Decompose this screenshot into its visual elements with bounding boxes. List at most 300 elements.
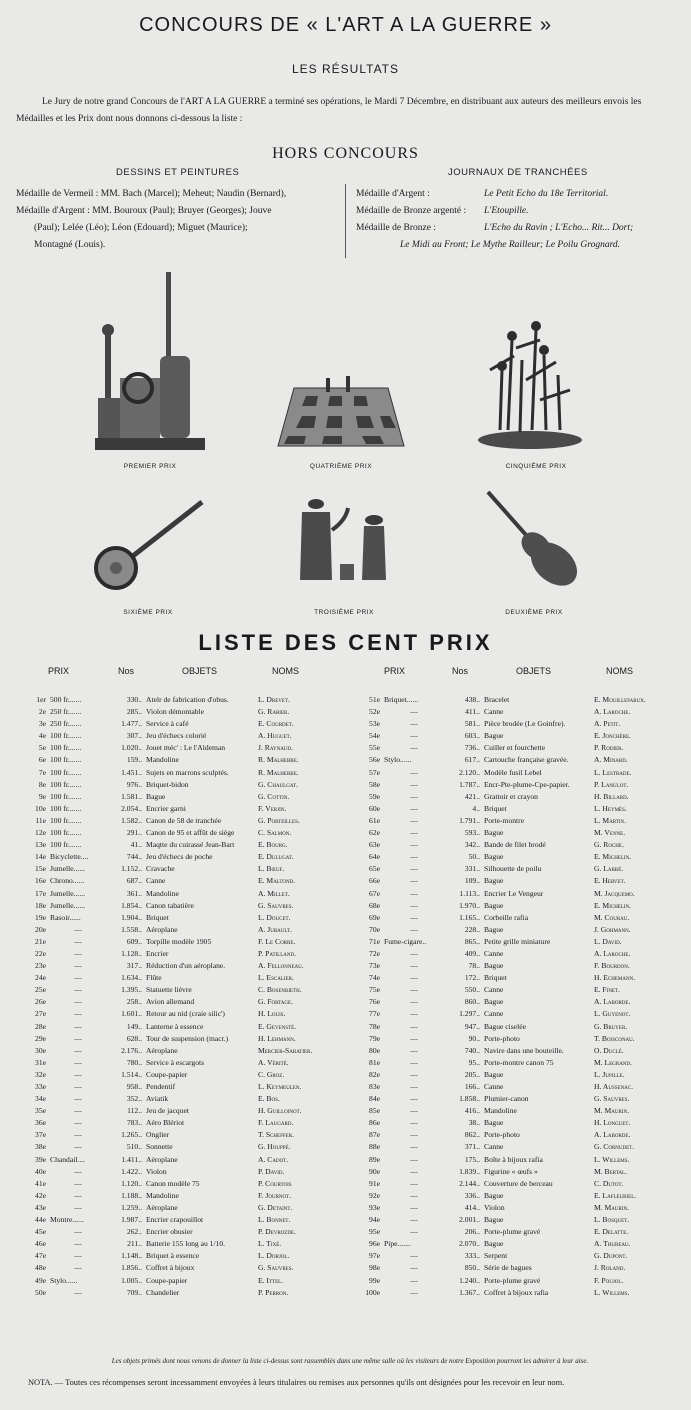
object-name: Petite grille miniature (484, 936, 551, 946)
table-row (30, 1033, 345, 1045)
table-row (30, 767, 345, 779)
object-name: Lanterne à essence (146, 1021, 204, 1031)
prize-rank: 83e (369, 1082, 380, 1091)
prize-value: — (410, 888, 418, 898)
prize-value: — (74, 973, 82, 983)
winner-name: E. Michelin. (594, 900, 632, 910)
col-header-noms: NOMS (272, 666, 299, 676)
prize-value: — (74, 1057, 82, 1067)
object-name: Grattoir et crayon (484, 791, 538, 801)
object-name: Canne (484, 985, 504, 995)
object-name: Bague (484, 900, 504, 910)
winner-name: A. Huguet. (258, 731, 292, 741)
entry-number: 550.. (464, 985, 480, 995)
prize-rank: 27e (35, 1009, 46, 1019)
winner-name: L. Tixé. (258, 1239, 282, 1249)
entry-number: 581.. (464, 719, 480, 729)
table-row (30, 1214, 345, 1226)
prize-value: — (74, 1263, 82, 1273)
prize-value: 250 fr....... (50, 719, 82, 729)
prize-table-right (362, 694, 684, 1299)
prize-value: — (74, 1239, 82, 1249)
table-row (30, 791, 345, 803)
winner-name: H. Louis. (258, 1009, 286, 1019)
entry-number: 1.477.. (121, 719, 142, 729)
table-row (30, 948, 345, 960)
prize-rank: 25e (35, 985, 46, 995)
winner-name: G. Sauvres. (258, 900, 294, 910)
prize-value: — (410, 828, 418, 838)
object-name: Coffret à bijoux (146, 1263, 195, 1273)
table-row (30, 1141, 345, 1153)
prize-value: Chrono...... (50, 876, 85, 886)
table-row (362, 936, 684, 948)
prize-rank: 73e (369, 961, 380, 971)
prize-rank: 70e (369, 924, 380, 934)
entry-number: 175.. (464, 1154, 480, 1164)
prize-value: — (410, 900, 418, 910)
prize-rank: 20e (35, 924, 46, 934)
winner-name: Mercier-Sabatier. (258, 1045, 313, 1055)
entry-number: 1.113.. (459, 888, 480, 898)
prize-value: 100 fr....... (50, 779, 82, 789)
prize-value: — (74, 1178, 82, 1188)
prize-rank: 23e (35, 961, 46, 971)
table-row (30, 912, 345, 924)
prize-rank: 43e (35, 1202, 46, 1212)
prize-rank: 81e (369, 1057, 380, 1067)
prize-rank: 65e (369, 864, 380, 874)
object-name: Série de bagues (484, 1263, 532, 1273)
object-name: Cravache (146, 864, 175, 874)
table-row (30, 996, 345, 1008)
prize-rank: 22e (35, 948, 46, 958)
prize-rank: 42e (35, 1190, 46, 1200)
prize-value: — (410, 948, 418, 958)
object-name: Mandoline (146, 1190, 179, 1200)
object-name: Porte-montre (484, 815, 525, 825)
table-row (30, 1081, 345, 1093)
entry-number: 958.. (126, 1082, 142, 1091)
object-name: Coupe-papier (146, 1275, 188, 1285)
entry-number: 1.265.. (121, 1130, 142, 1140)
table-row (30, 924, 345, 936)
prize-rank: 19e (35, 912, 46, 922)
prize-rank: 89e (369, 1154, 380, 1164)
prize-value: 100 fr....... (50, 731, 82, 741)
winner-name: J. Gohmann. (594, 924, 631, 934)
prize-rank: 71e (369, 936, 380, 946)
winner-name: L. Willems. (594, 1154, 630, 1164)
object-name: Porte-montre canon 75 (484, 1057, 554, 1067)
col-header-no: Nos (452, 666, 469, 676)
entry-number: 1.558.. (121, 924, 142, 934)
journaux-label: Médaille de Bronze argenté : (356, 206, 467, 216)
winner-name: H. Echemann. (594, 973, 636, 983)
entry-number: 1.904.. (121, 912, 142, 922)
winner-name: G. Dupont. (594, 1251, 628, 1261)
dessins-line: Médaille d'Argent : MM. Bouroux (Paul); Bruyer (Georges); Jouve (16, 206, 272, 216)
prize-rank: 82e (369, 1069, 380, 1079)
col-header-no: Nos (118, 666, 135, 676)
entry-number: 2.120.. (459, 767, 480, 777)
table-row (30, 1250, 345, 1262)
winner-name: P. Rodier. (594, 743, 624, 753)
object-name: Canne (146, 876, 166, 886)
entry-number: 285.. (126, 707, 142, 717)
entry-number: 1.188.. (121, 1190, 142, 1200)
table-row (362, 815, 684, 827)
prize-rank: 18e (35, 900, 46, 910)
entry-number: 262.. (126, 1227, 142, 1237)
entry-number: 1.451.. (121, 767, 142, 777)
footer-note: Les objets primés dont nous venons de donner la liste ci-dessus sont rassemblés dans une même salle où les visiteurs de notre Exposition pourront les admirer à leur aise. (111, 1357, 589, 1365)
object-name: Canon modèle 75 (146, 1178, 200, 1188)
table-row (362, 791, 684, 803)
object-name: Violon (146, 1166, 167, 1176)
object-name: Maqtte du cuirassé Jean-Bart (146, 840, 235, 850)
prize-rank: 48e (35, 1263, 46, 1273)
prize-rank: 91e (369, 1178, 380, 1188)
prize-value: — (74, 1082, 82, 1091)
object-name: Jouet méc' : Le l'Aldeman (146, 743, 226, 753)
table-row (362, 1250, 684, 1262)
journaux-line: Le Midi au Front; Le Mythe Railleur; Le Poilu Grognard. (400, 240, 621, 250)
prize-value: — (410, 803, 418, 813)
table-row (362, 1105, 684, 1117)
object-name: Violon démontable (146, 707, 204, 717)
winner-name: E. Hervet. (594, 876, 626, 886)
prize-value: — (410, 1178, 418, 1188)
table-row (362, 1045, 684, 1057)
object-name: Plumier-canon (484, 1094, 529, 1104)
entry-number: 1.148.. (121, 1251, 142, 1261)
prize-rank: 9e (38, 791, 46, 801)
entry-number: 1.787.. (459, 779, 480, 789)
object-name: Mandoline (146, 755, 179, 765)
winner-name: L. Dorjol. (258, 1251, 290, 1261)
object-name: Canon tabatière (146, 900, 194, 910)
entry-number: 414.. (464, 1202, 480, 1212)
object-name: Service à café (146, 719, 189, 729)
winner-name: G. Cornudet. (594, 1142, 635, 1152)
entry-number: 41.. (130, 840, 142, 850)
prize-value: — (410, 1045, 418, 1055)
table-row (362, 1226, 684, 1238)
table-row (362, 1287, 684, 1299)
entry-number: 1.601.. (121, 1009, 142, 1019)
premier-prix-photo (90, 268, 210, 453)
prize-rank: 16e (35, 876, 46, 886)
entry-number: 109.. (464, 876, 480, 886)
prize-value: Rasoir...... (50, 912, 81, 922)
winner-name: E. Ittel. (258, 1275, 284, 1285)
winner-name: J. Raynaud. (258, 743, 293, 753)
winner-name: L. Escalier. (258, 973, 294, 983)
prize-value: — (410, 985, 418, 995)
entry-number: 1.005.. (121, 1275, 142, 1285)
table-row (30, 875, 345, 887)
table-row (362, 1238, 684, 1250)
prize-value: — (410, 973, 418, 983)
winner-name: A. Vérité. (258, 1057, 289, 1067)
table-row (30, 694, 345, 706)
prize-rank: 80e (369, 1045, 380, 1055)
premier-prix-caption: PREMIER PRIX (123, 463, 177, 470)
prize-value: 100 fr....... (50, 815, 82, 825)
winner-name: G. Sauvres. (594, 1094, 630, 1104)
table-row (362, 948, 684, 960)
prize-value: 100 fr....... (50, 840, 82, 850)
table-row (362, 1069, 684, 1081)
entry-number: 1.152.. (121, 864, 142, 874)
prize-rank: 50e (35, 1287, 46, 1297)
table-row (362, 742, 684, 754)
prize-value: — (410, 719, 418, 729)
entry-number: 438.. (464, 695, 480, 704)
journaux-value: L'Etoupille. (484, 206, 529, 216)
page-title: CONCOURS DE « L'ART A LA GUERRE » (139, 14, 552, 36)
entry-number: 1.120.. (121, 1178, 142, 1188)
entry-number: 416.. (464, 1106, 480, 1116)
table-row (30, 706, 345, 718)
prize-value: — (410, 1154, 418, 1164)
table-row (30, 718, 345, 730)
entry-number: 1.165.. (459, 912, 480, 922)
object-name: Torpille modèle 1905 (146, 936, 212, 946)
prize-value: Fume-cigare.. (384, 936, 427, 946)
prize-value: — (410, 1263, 418, 1273)
object-name: Bague (484, 1118, 504, 1128)
prize-value: — (410, 997, 418, 1007)
object-name: Canne (484, 1082, 504, 1091)
prize-value: — (410, 815, 418, 825)
prize-rank: 8e (38, 779, 46, 789)
prize-rank: 5e (38, 743, 46, 753)
prize-rank: 55e (369, 743, 380, 753)
object-name: Sonnette (146, 1142, 173, 1152)
winner-name: L. Keymeulen. (258, 1082, 302, 1091)
prize-rank: 57e (369, 767, 380, 777)
prize-value: — (410, 1287, 418, 1297)
prize-value: — (410, 707, 418, 717)
prize-rank: 75e (369, 985, 380, 995)
winner-name: L. David. (594, 936, 622, 946)
object-name: Bande de filet brodé (484, 840, 546, 850)
entry-number: 740.. (464, 1045, 480, 1055)
prize-value: — (410, 1215, 418, 1225)
entry-number: 307.. (126, 731, 142, 741)
entry-number: 112.. (127, 1106, 142, 1116)
deuxieme-prix-caption: DEUXIÈME PRIX (505, 609, 563, 616)
table-row (362, 1190, 684, 1202)
prize-value: — (74, 1130, 82, 1140)
table-row (362, 1033, 684, 1045)
column-divider (345, 184, 346, 258)
winner-name: M. Bertal. (594, 1166, 627, 1176)
winner-name: L. Bœuf. (258, 864, 285, 874)
winner-name: F. Poujol. (594, 1275, 624, 1285)
table-row (30, 1190, 345, 1202)
entry-number: 1.634.. (121, 973, 142, 983)
table-row (30, 1166, 345, 1178)
prize-value: — (410, 961, 418, 971)
winner-name: H. Guilloinot. (258, 1106, 302, 1116)
entry-number: 2.054.. (121, 803, 142, 813)
object-name: Statuette lièvre (146, 985, 192, 995)
table-row (362, 1093, 684, 1105)
entry-number: 865.. (464, 936, 480, 946)
winner-name: G. Houppé. (258, 1142, 291, 1152)
object-name: Couverture de berceau (484, 1178, 553, 1188)
table-row (30, 1057, 345, 1069)
prize-rank: 97e (369, 1251, 380, 1261)
entry-number: 947.. (464, 1021, 480, 1031)
entry-number: 38.. (468, 1118, 480, 1128)
prize-rank: 59e (369, 791, 380, 801)
table-row (362, 972, 684, 984)
object-name: Retour au nid (craie silic') (146, 1009, 225, 1019)
deuxieme-prix-photo (484, 488, 584, 592)
col-header-objets: OBJETS (516, 666, 552, 676)
prize-rank: 77e (369, 1009, 380, 1019)
prize-value: — (410, 1009, 418, 1019)
entry-number: 744.. (126, 852, 142, 862)
object-name: Encrier crapouillot (146, 1215, 204, 1225)
winner-name: M. Maurin. (594, 1106, 630, 1116)
object-name: Bracelet (484, 695, 510, 704)
entry-number: 331.. (464, 864, 480, 874)
prize-value: Chandail.... (50, 1154, 86, 1164)
table-row (362, 984, 684, 996)
object-name: Réduction d'un aéroplane. (146, 961, 226, 971)
winner-name: E. Finet. (594, 985, 620, 995)
prize-value: — (410, 779, 418, 789)
entry-number: 1.297.. (459, 1009, 480, 1019)
prize-rank: 88e (369, 1142, 380, 1152)
table-row (362, 779, 684, 791)
prize-rank: 17e (35, 888, 46, 898)
prize-rank: 87e (369, 1130, 380, 1140)
winner-name: L. Doucet. (258, 912, 291, 922)
prize-rank: 90e (369, 1166, 380, 1176)
journaux-value: Le Petit Echo du 18e Territorial. (484, 189, 609, 199)
winner-name: E. Bos. (258, 1094, 280, 1104)
table-row (362, 888, 684, 900)
winner-name: C. Dutot. (594, 1178, 624, 1188)
winner-name: G. Porteilles. (258, 815, 300, 825)
prize-value: — (74, 1094, 82, 1104)
entry-number: 1.839.. (459, 1166, 480, 1176)
table-row (30, 960, 345, 972)
table-row (362, 851, 684, 863)
entry-number: 172.. (464, 973, 480, 983)
table-row (30, 1045, 345, 1057)
winner-name: F. Journot. (258, 1190, 292, 1200)
winner-name: L. Bosquet. (594, 1215, 630, 1225)
liste-title: LISTE DES CENT PRIX (198, 630, 493, 655)
prize-rank: 2e (38, 707, 46, 717)
entry-number: 228.. (464, 924, 480, 934)
winner-name: H. Lehmann. (258, 1033, 296, 1043)
prize-rank: 60e (369, 803, 380, 813)
object-name: Flûte (146, 973, 162, 983)
winner-name: L. Lestrade. (594, 767, 632, 777)
winner-name: A. Laroche. (594, 948, 631, 958)
table-row (362, 1154, 684, 1166)
winner-name: E. Maltond. (258, 876, 296, 886)
entry-number: 783.. (126, 1118, 142, 1128)
table-row (362, 1214, 684, 1226)
winner-name: M. Jacquemo. (594, 888, 635, 898)
entry-number: 1.854.. (121, 900, 142, 910)
entry-number: 90.. (468, 1033, 480, 1043)
prize-rank: 54e (369, 731, 380, 741)
object-name: Coupe-papier (146, 1069, 188, 1079)
entry-number: 166.. (464, 1082, 480, 1091)
winner-name: G. Detaint. (258, 1202, 293, 1212)
object-name: Jeu de jacquet (146, 1106, 190, 1116)
winner-name: H. Aussenac. (594, 1082, 634, 1091)
table-row (30, 839, 345, 851)
table-row (30, 1105, 345, 1117)
object-name: Encrier garni (146, 803, 186, 813)
winner-name: E. Lafleuriel. (594, 1190, 637, 1200)
prize-value: — (74, 1033, 82, 1043)
entry-number: 510.. (126, 1142, 142, 1152)
object-name: Mandoline (484, 1106, 517, 1116)
table-row (30, 1226, 345, 1238)
prize-rank: 29e (35, 1033, 46, 1043)
winner-name: F. Verjin. (258, 803, 287, 813)
object-name: Avion allemand (146, 997, 195, 1007)
dessins-heading: DESSINS ET PEINTURES (116, 167, 240, 178)
entry-number: 336.. (464, 1190, 480, 1200)
prize-rank: 1er (36, 695, 46, 704)
entry-number: 1.367.. (459, 1287, 480, 1297)
winner-name: C. Groz. (258, 1069, 285, 1079)
object-name: Canon de 95 et affût de siège (146, 828, 235, 838)
table-row (30, 1202, 345, 1214)
dessins-line: Montagné (Louis). (34, 240, 106, 250)
object-name: Bague (484, 961, 504, 971)
dessins-block (16, 186, 338, 254)
table-row (362, 1021, 684, 1033)
journaux-value: L'Echo du Ravin ; L'Echo... Rit... Dort; (484, 223, 634, 233)
table-row (30, 972, 345, 984)
prize-rank: 34e (35, 1094, 46, 1104)
table-row (362, 839, 684, 851)
table-row (30, 863, 345, 875)
prize-rank: 99e (369, 1275, 380, 1285)
entry-number: 409.. (464, 948, 480, 958)
prize-rank: 26e (35, 997, 46, 1007)
table-row (30, 1117, 345, 1129)
object-name: Bague (484, 924, 504, 934)
winner-name: F. Laugard. (258, 1118, 294, 1128)
prize-value: — (74, 1118, 82, 1128)
object-name: Jeu d'échecs de poche (146, 852, 213, 862)
object-name: Bague (146, 791, 166, 801)
journaux-block (356, 186, 686, 254)
prize-value: Pipe....... (384, 1239, 411, 1249)
prize-rank: 6e (38, 755, 46, 765)
winner-name: A. Petit. (594, 719, 621, 729)
table-row (30, 851, 345, 863)
entry-number: 317.. (126, 961, 142, 971)
prize-rank: 68e (369, 900, 380, 910)
entry-number: 780.. (126, 1057, 142, 1067)
